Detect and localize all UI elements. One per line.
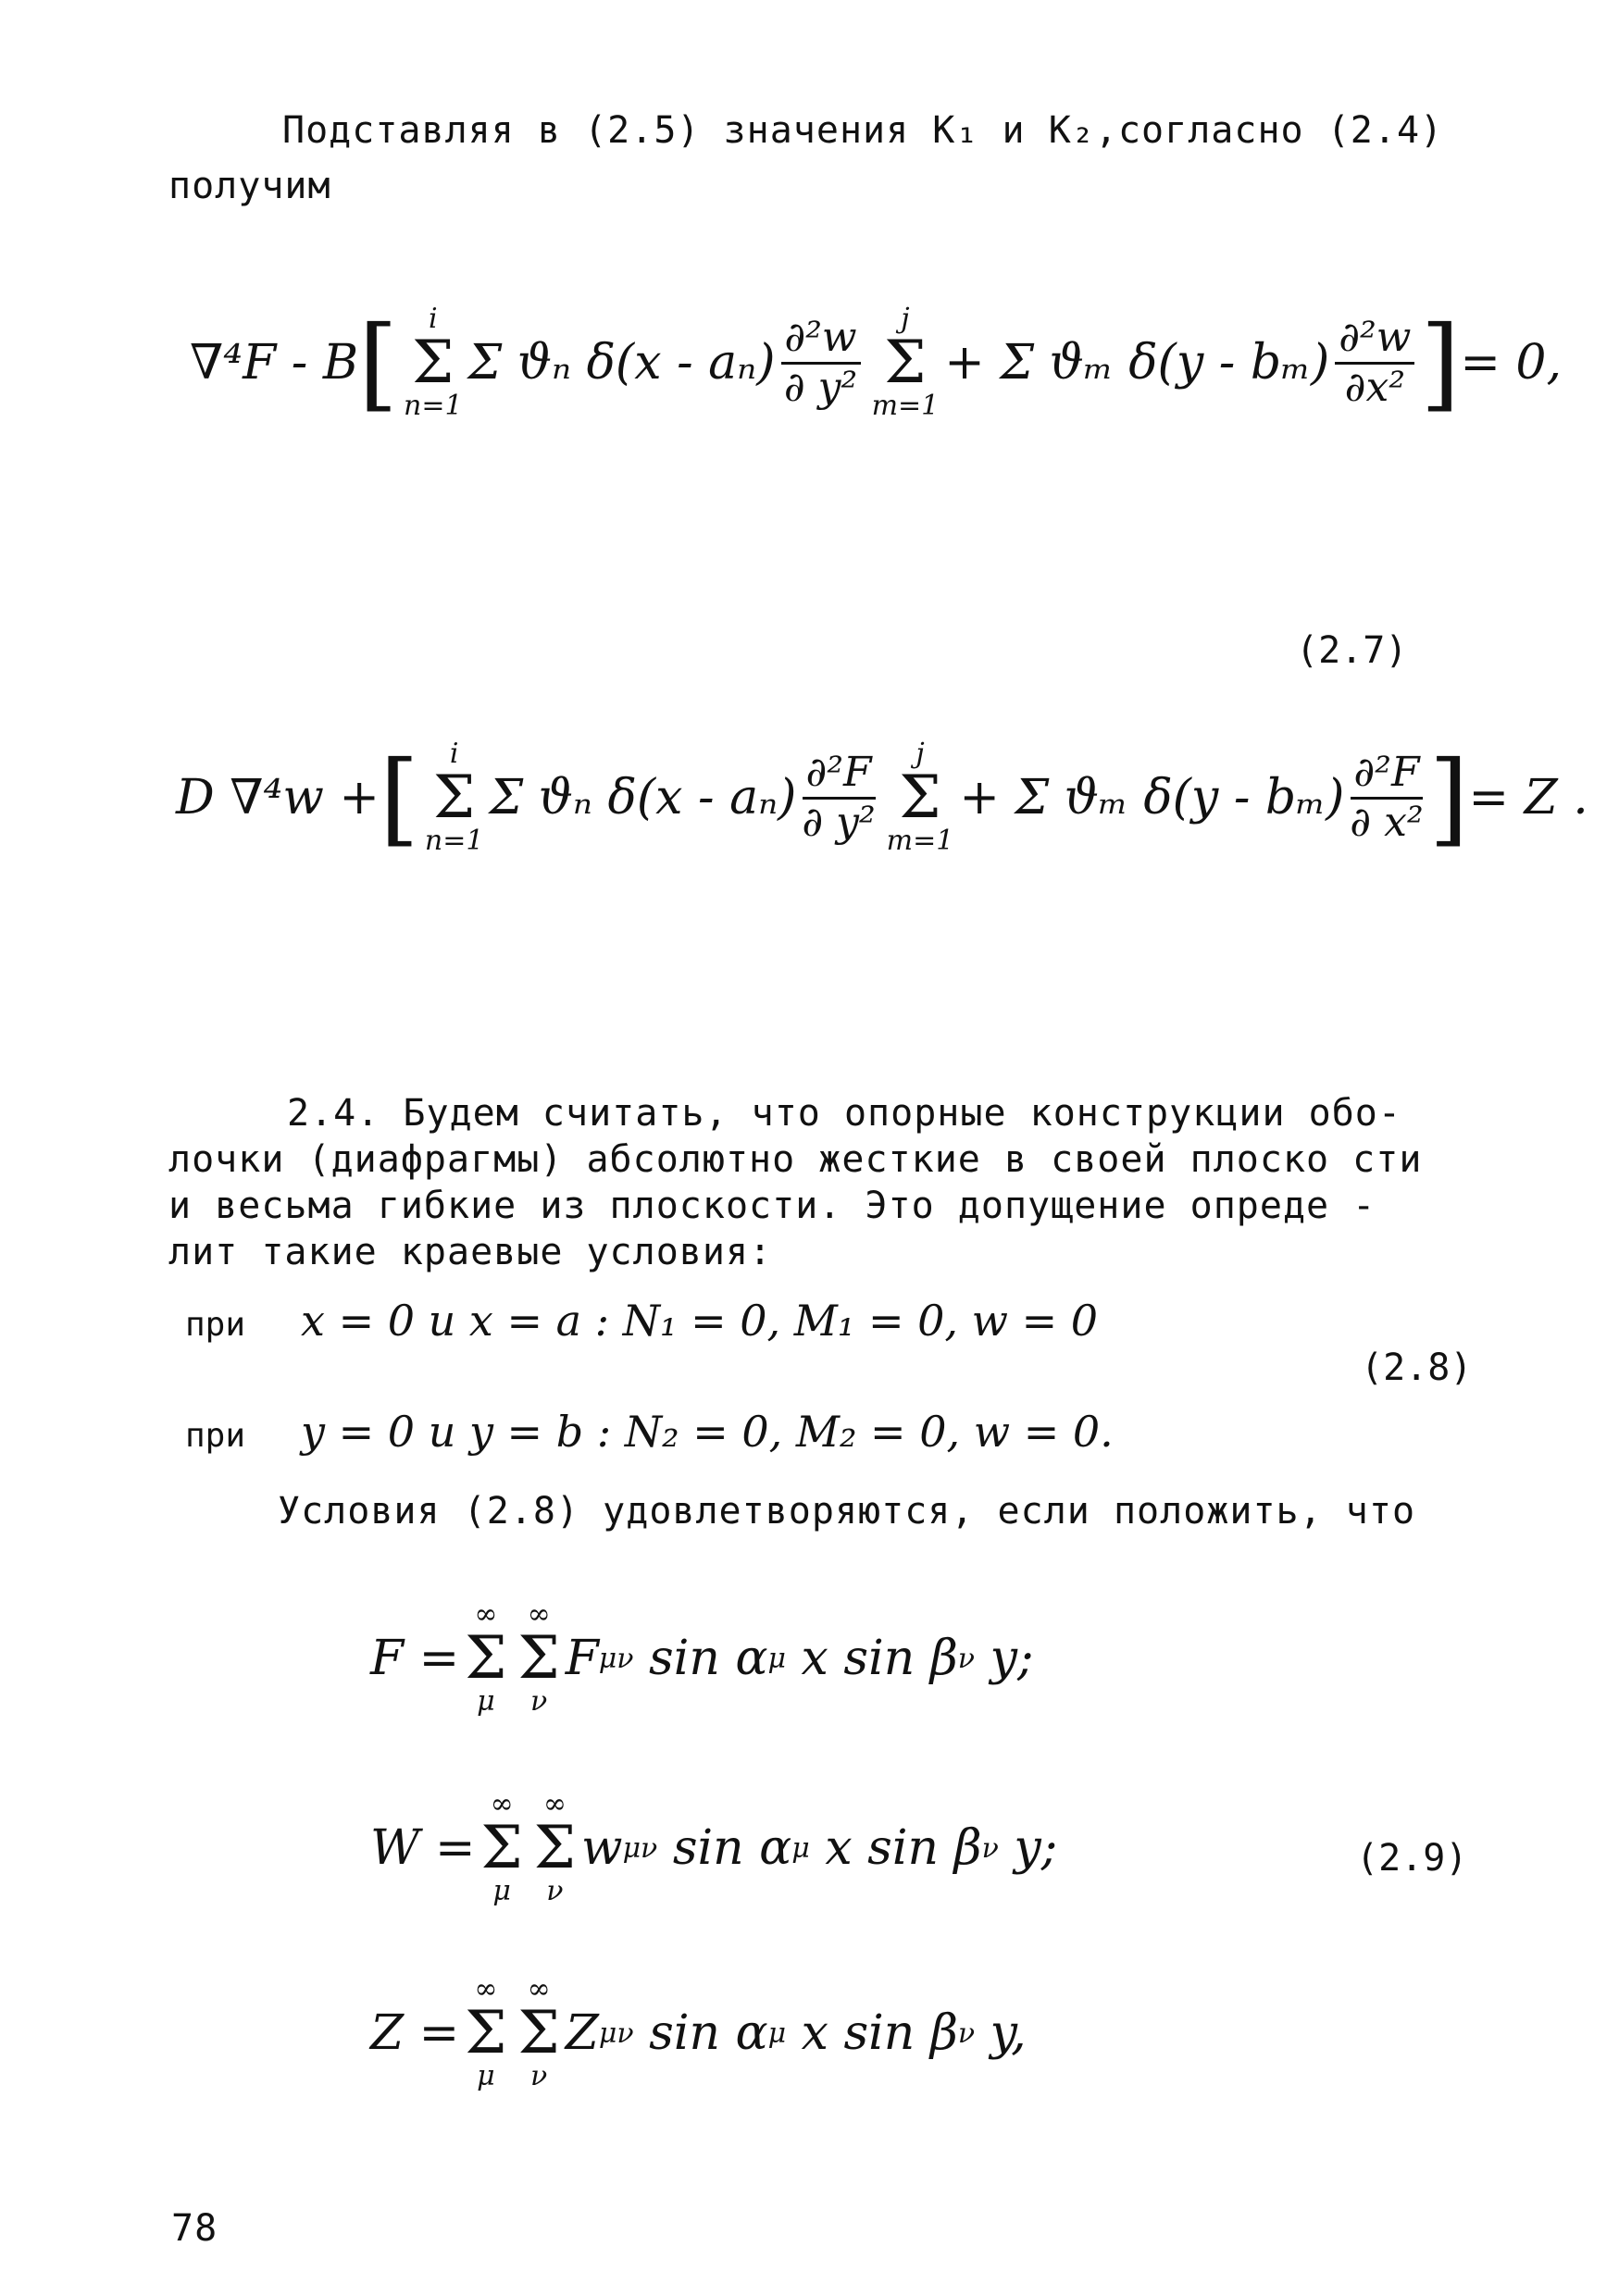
- equation-number-2-8: (2.8): [1361, 1347, 1473, 1389]
- section-line-1: 2.4. Будем считать, что опорные конструкции обо-: [287, 1092, 1401, 1135]
- eq-term-1: Σ ϑₙ δ(x - aₙ): [467, 335, 776, 391]
- fraction-d2w-dx2: $\frac{\text{∂²w}}{\text{∂x²}}$: [1335, 315, 1414, 411]
- conditions-text: Условия (2.8) удовлетворяются, если положить, что: [278, 1490, 1416, 1533]
- eq-term-1: Σ ϑₙ δ(x - aₙ): [489, 770, 797, 825]
- right-bracket: ]: [1420, 304, 1461, 422]
- sum-nu: ∞ Σ ν: [517, 1973, 560, 2092]
- sum-n: i Σ n=1: [404, 303, 463, 422]
- equation-2-7-line-2: [176, 740, 1588, 855]
- equation-number-2-9: (2.9): [1356, 1837, 1468, 1880]
- eq-term-2: + Σ ϑₘ δ(y - bₘ): [944, 335, 1330, 391]
- right-bracket: ]: [1428, 738, 1469, 857]
- boundary-condition-y: при y = 0 и y = b : N₂ = 0, M₂ = 0, w = 0.: [185, 1407, 1114, 1457]
- equation-2-9-Z: Z = ∞ Σ μ ∞ Σ ν Z μν sin α μ x sin β ν y,: [370, 1973, 1027, 2092]
- intro-line-2: получим: [168, 165, 331, 207]
- sum-mu: ∞ Σ μ: [465, 1973, 507, 2092]
- sum-nu: ∞ Σ ν: [533, 1788, 577, 1907]
- eq-lhs: ∇⁴F - B: [190, 335, 359, 391]
- equation-2-9-F: F = ∞ Σ μ ∞ Σ ν F μν sin α μ x sin β ν y;: [370, 1598, 1034, 1718]
- eq-lhs: D ∇⁴w +: [176, 770, 380, 825]
- sum-m: j Σ m=1: [886, 738, 954, 857]
- equation-number-2-7: (2.7): [1296, 629, 1408, 672]
- equation-2-9-W: W = ∞ Σ μ ∞ Σ ν w μν sin α μ x sin β ν y;: [370, 1788, 1058, 1907]
- equation-2-7-line-1: [190, 305, 1562, 420]
- fraction-d2f-dy2: $\frac{\text{∂²F}}{\text{∂ y²}}$: [802, 748, 876, 846]
- fraction-d2f-dx2: $\frac{\text{∂²F}}{\text{∂ x²}}$: [1350, 748, 1424, 846]
- boundary-condition-x: при x = 0 и x = a : N₁ = 0, M₁ = 0, w = 0: [185, 1296, 1099, 1346]
- eq-rhs: = Z .: [1468, 770, 1588, 825]
- section-line-3: и весьма гибкие из плоскости. Это допущение опреде -: [168, 1185, 1376, 1227]
- sum-m: j Σ m=1: [871, 303, 940, 422]
- intro-line-1: Подставляя в (2.5) значения K₁ и K₂,согласно (2.4): [282, 109, 1444, 152]
- eq-rhs: = 0,: [1460, 335, 1563, 391]
- sum-mu: ∞ Σ μ: [465, 1598, 507, 1718]
- left-bracket: [: [358, 304, 398, 422]
- fraction-d2w-dy2: $\frac{\text{∂²w}}{\text{∂ y²}}$: [781, 315, 861, 411]
- section-line-4: лит такие краевые условия:: [168, 1231, 773, 1273]
- sum-n: i Σ n=1: [424, 738, 484, 857]
- eq-term-2: + Σ ϑₘ δ(y - bₘ): [959, 770, 1345, 825]
- left-bracket: [: [379, 738, 419, 857]
- sum-mu: ∞ Σ μ: [480, 1788, 523, 1907]
- sum-nu: ∞ Σ ν: [517, 1598, 560, 1718]
- section-line-2: лочки (диафрагмы) абсолютно жесткие в своей плоско сти: [168, 1138, 1423, 1181]
- page-number: 78: [171, 2207, 218, 2250]
